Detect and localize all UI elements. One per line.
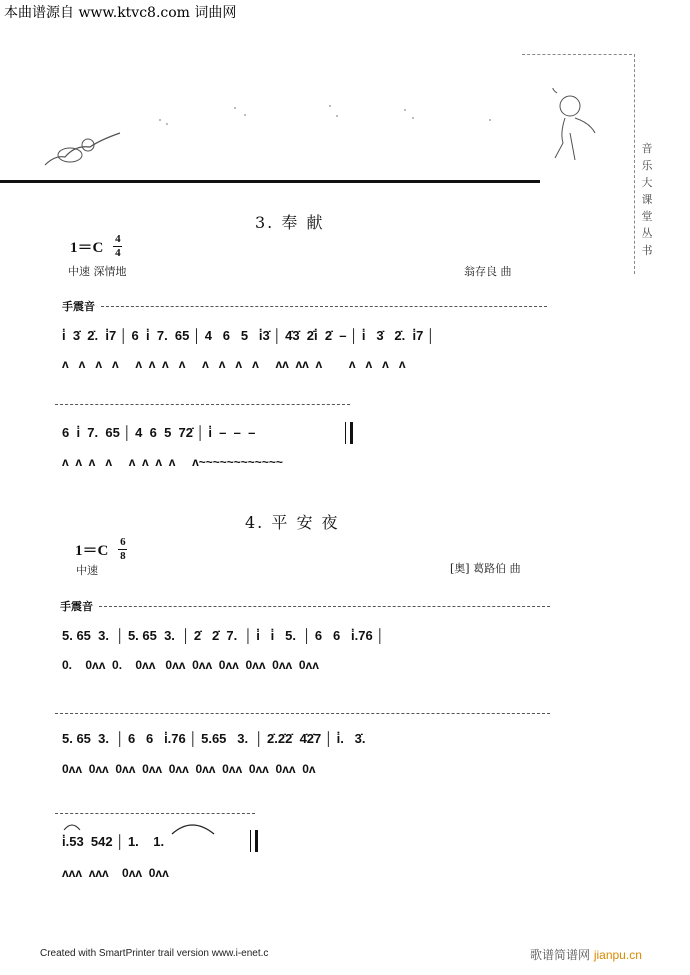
tempo-marking: 中速: [76, 564, 98, 577]
notation-line: i̇ 3̇ 2̇. i̇7 │ 6 i̇ 7. 65 │ 4 6 5 i̇3̇ │ 4̇3̇ 2̇i̇ 2̇ – │ i̇ 3̇ 2̇. i̇7 │: [62, 328, 436, 343]
notation-line: i̇.53 542 │ 1. 1.: [62, 834, 165, 849]
notation-line: 6 i̇ 7. 65 │ 4 6 5 72̇ │ i̇ – – –: [62, 425, 256, 440]
flying-child-illustration-icon: [40, 125, 125, 170]
header-dashed-border-right: [634, 54, 635, 274]
notation-line: 5. 65 3. │ 6 6 i̇.76 │ 5.65 3. │ 2̇.2̇2̇ 4̇2̇7 │ i̇. 3̇.: [62, 731, 366, 746]
song-title: 3. 奉 献: [255, 213, 325, 232]
articulation-line: 0. 0ʌʌ 0. 0ʌʌ 0ʌʌ 0ʌʌ 0ʌʌ 0ʌʌ 0ʌʌ 0ʌʌ: [62, 658, 319, 672]
song-title: 4. 平 安 夜: [245, 513, 340, 532]
series-title-vertical: 音 乐 大 课 堂 丛 书: [641, 142, 653, 257]
instrument-label-row: [60, 598, 550, 614]
site-watermark: 歌谱简谱网 jianpu.cn: [530, 948, 642, 962]
articulation-line: ʌʌʌ ʌʌʌ 0ʌʌ 0ʌʌ: [62, 866, 169, 880]
key-signature: 1＝C $\frac{6}{8}$: [75, 536, 126, 562]
time-signature: $\frac{6}{8}$: [120, 536, 126, 562]
header-dashed-border-top: [522, 54, 632, 55]
notation-line: 5. 65 3. │ 5. 65 3. │ 2̇ 2̇ 7. │ i̇ i̇ 5. │ 6 6 i̇.76 │: [62, 628, 385, 643]
tempo-marking: 中速 深情地: [68, 265, 127, 278]
final-barline: [250, 830, 258, 852]
composer-credit: 翁存良 曲: [464, 265, 512, 278]
final-barline: [345, 422, 353, 444]
articulation-line: 0ʌʌ 0ʌʌ 0ʌʌ 0ʌʌ 0ʌʌ 0ʌʌ 0ʌʌ 0ʌʌ 0ʌʌ 0ʌ: [62, 762, 316, 776]
site-brand-link[interactable]: jianpu.cn: [593, 948, 642, 962]
dashed-divider: [55, 404, 350, 405]
girl-illustration-icon: [545, 88, 605, 168]
articulation-line: ʌ ʌ ʌ ʌ ʌ ʌ ʌ ʌ ʌ~~~~~~~~~~~~: [62, 455, 283, 469]
dashed-divider: [55, 813, 255, 814]
key-signature: 1＝C $\frac{4}{4}$: [70, 233, 121, 259]
sparkle-dots-icon: [155, 100, 495, 130]
header-rule: [0, 180, 540, 183]
composer-credit: [奥] 葛路伯 曲: [450, 562, 521, 575]
instrument-label-row: [62, 298, 547, 314]
dashed-divider: [55, 713, 550, 714]
instrument-label: 手震音: [60, 600, 93, 613]
instrument-label: 手震音: [62, 300, 95, 313]
printer-watermark: Created with SmartPrinter trail version www.i-enet.c: [40, 948, 269, 959]
time-signature: $\frac{4}{4}$: [115, 233, 121, 259]
source-watermark: 本曲谱源自 www.ktvc8.com 词曲网: [4, 5, 237, 21]
articulation-line: ʌ ʌ ʌ ʌ ʌ ʌ ʌ ʌ ʌ ʌ ʌ ʌ ʌʌ ʌʌ ʌ ʌ ʌ ʌ ʌ: [62, 357, 406, 371]
